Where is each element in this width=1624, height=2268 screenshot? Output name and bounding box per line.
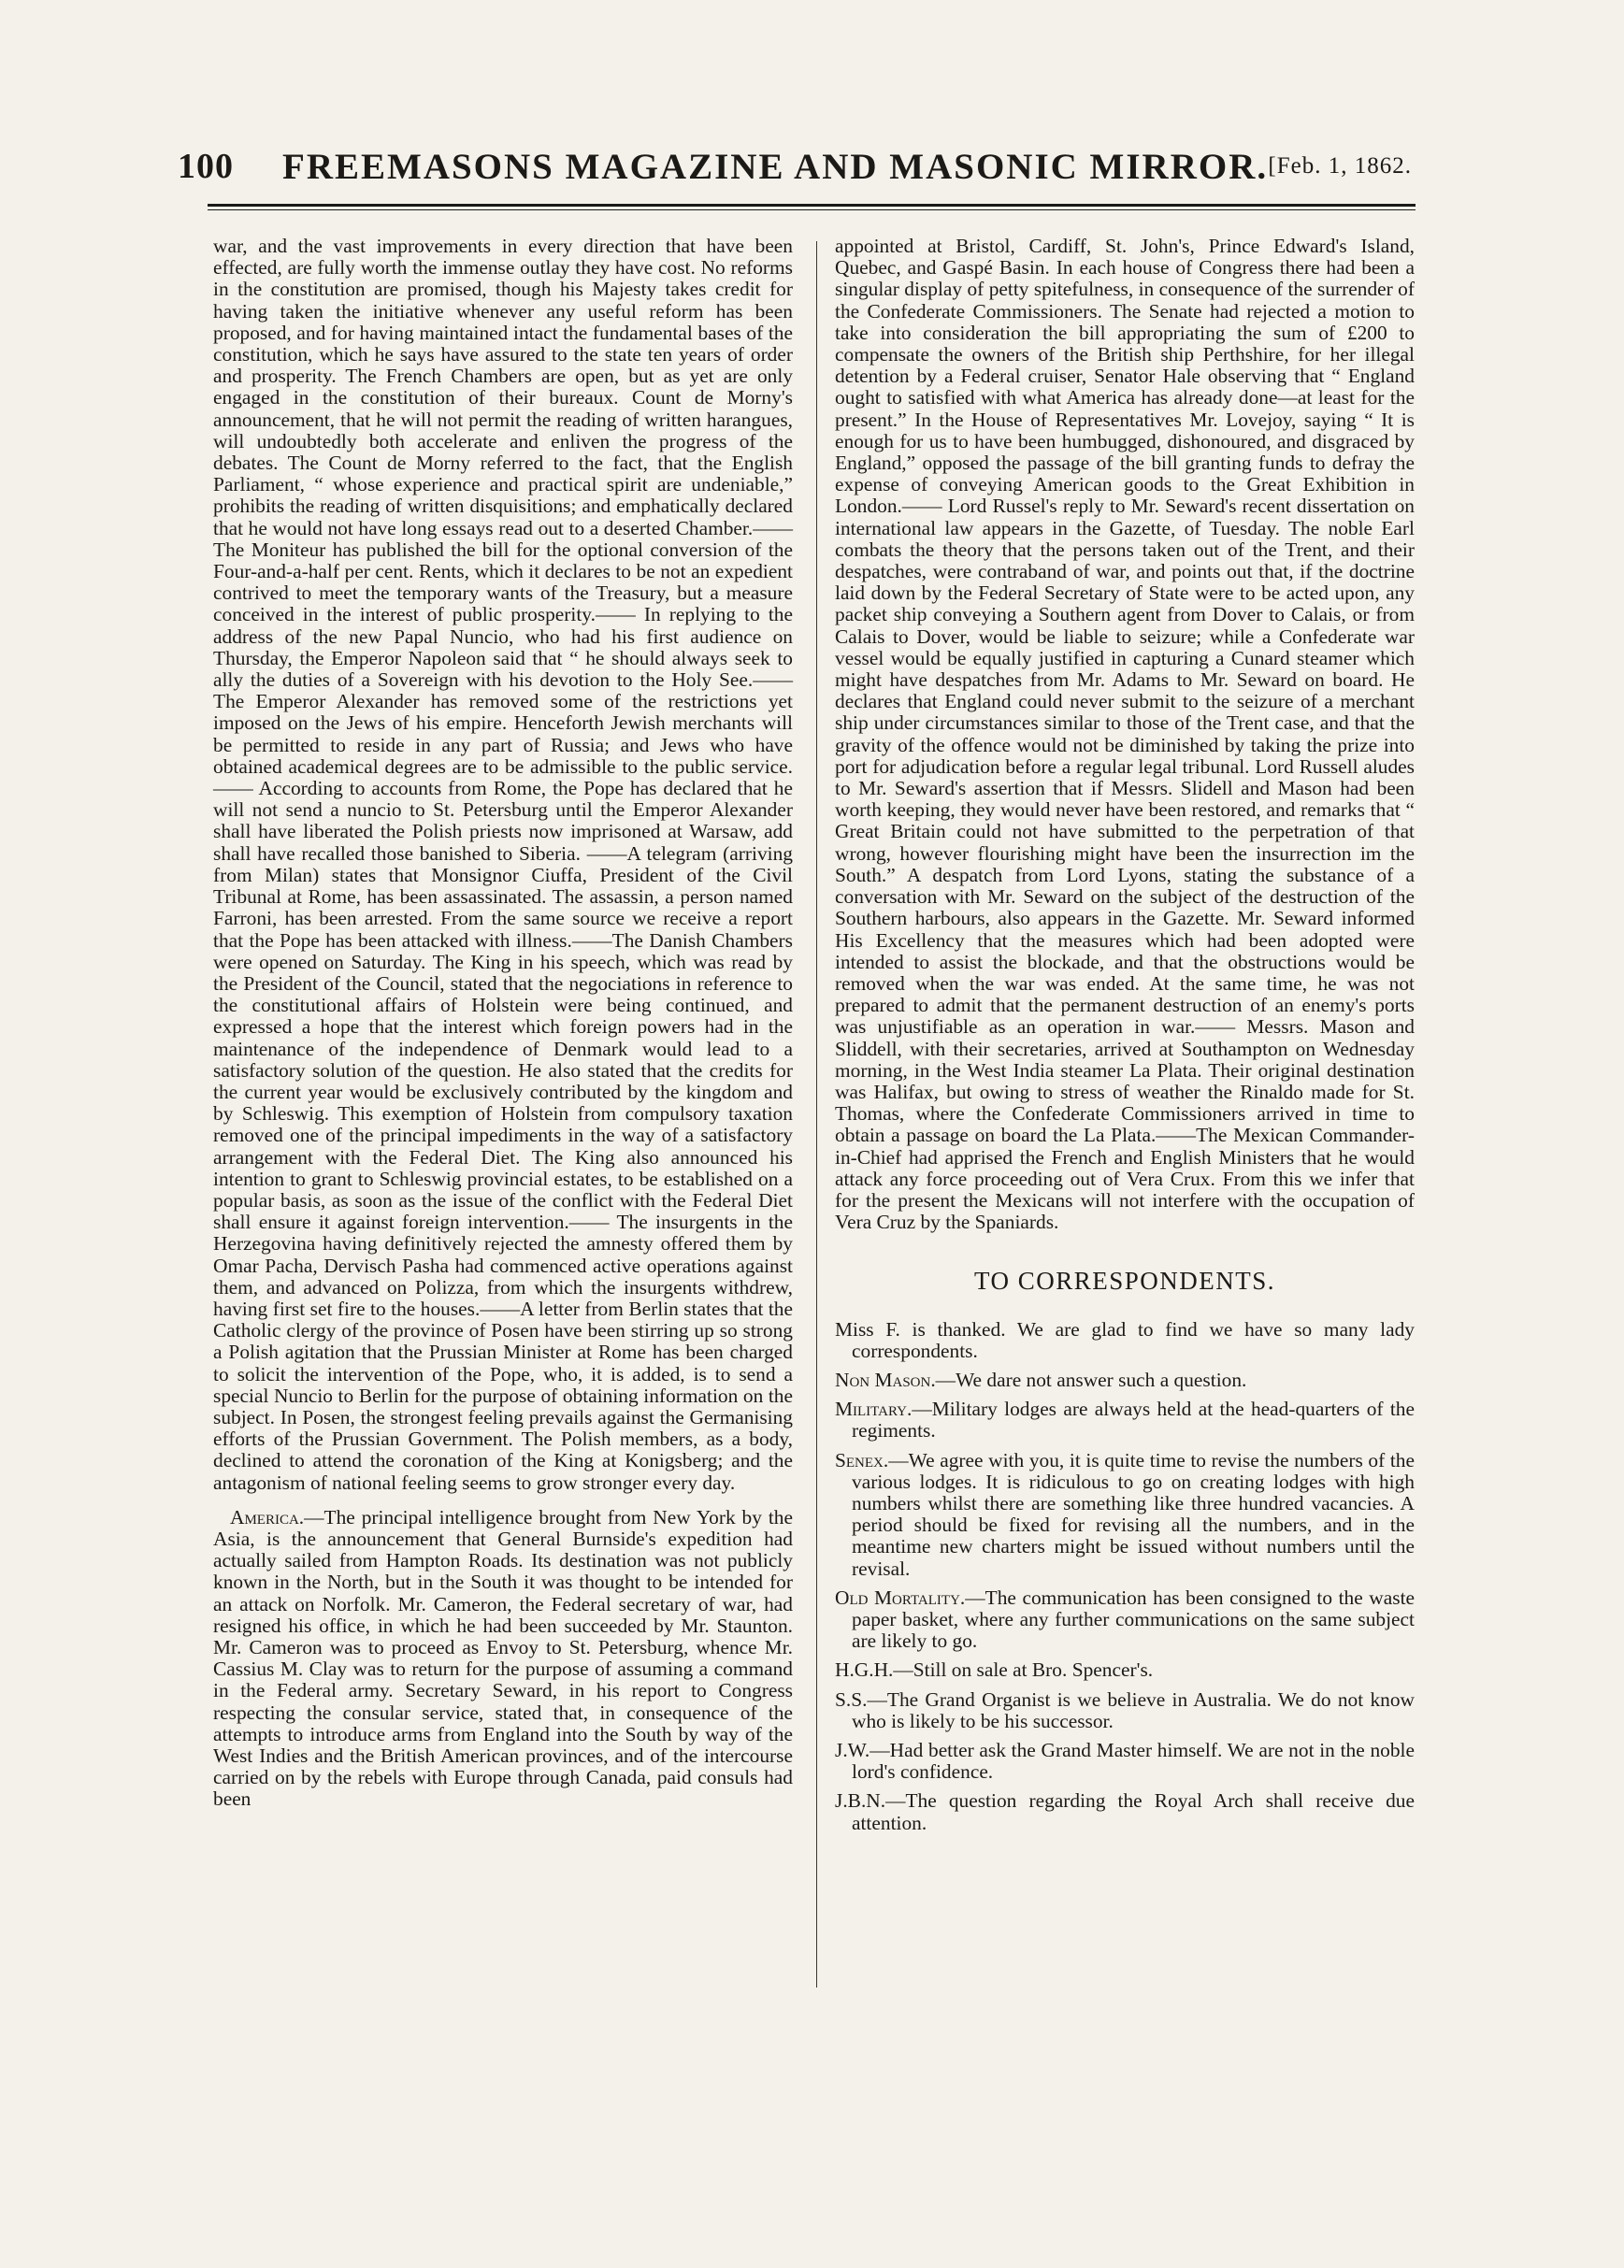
header-rule-thick [208, 204, 1416, 207]
correspondents-list [835, 1319, 1415, 1834]
correspondent-entry: Non Mason.—We dare not answer such a question. [835, 1368, 1247, 1391]
correspondent-entry: Senex.—We agree with you, it is quite time to revise the numbers of the various lodges. It is ridiculous to go on creating lodges with high numbers whilst there are something like three hundred vacancies. A period should be fixed for revising all the numbers, and in the meantime new charters might be issued without numbers until the revisal. [835, 1448, 1415, 1580]
left-column [213, 236, 793, 1811]
correspondent-entry: J.B.N.—The question regarding the Royal Arch shall receive due attention. [835, 1789, 1415, 1834]
article-paragraph-america [213, 1507, 793, 1811]
correspondent-entry: S.S.—The Grand Organist is we believe in Australia. We do not know who is likely to be his successor. [835, 1687, 1415, 1732]
correspondent-entry: Military.—Military lodges are always held at the head-quarters of the regiments. [835, 1398, 1415, 1443]
header-rule-thin [208, 209, 1416, 210]
article-paragraph-continued: war, and the vast improvements in every direction that have been effected, are fully worth the immense outlay they have cost. No reforms in the constitution are promised, though his Majesty takes credit for having taken the initiative whenever any useful reform has been proposed, and for having maintained intact the fundamental bases of the constitution, which he says have assured to the state ten years of order and prosperity. The French Chambers are open, but as yet are only engaged in the constitution of their bureaux. Count de Morny's announcement, that he will not permit the reading of written harangues, will undoubtedly both accelerate and enliven the progress of the debates. The Count de Morny referred to the fact, that the English Parliament, “ whose experience and practical spirit are undeniable,” prohibits the reading of written disquisitions; and emphatically declared that he would not have long essays read out to a deserted Chamber.——The Moniteur has published the bill for the optional conversion of the Four-and-a-half per cent. Rents, which it declares to be not an expedient contrived to meet the temporary wants of the Treasury, but a measure conceived in the interest of public prosperity.—— In replying to the address of the new Papal Nuncio, who had his first audience on Thursday, the Emperor Napoleon said that “ he should always seek to ally the duties of a Sovereign with his devotion to the Holy See.——The Emperor Alexander has removed some of the restrictions yet imposed on the Jews of his empire. Henceforth Jewish merchants will be permitted to reside in any part of Russia; and Jews who have obtained academical degrees are to be admissible to the public service.—— According to accounts from Rome, the Pope has declared that he will not send a nuncio to St. Petersburg until the Emperor Alexander shall have liberated the Polish priests now imprisoned at Warsaw, add shall have recalled those banished to Siberia. ——A telegram (arriving from Milan) states that Monsignor Ciuffa, President of the Civil Tribunal at Rome, has been assassinated. The assassin, a person named Farroni, has been arrested. From the same source we receive a report that the Pope has been attacked with illness.——The Danish Chambers were opened on Saturday. The King in his speech, which was read by the President of the Council, stated that the negociations in reference to the constitutional affairs of Holstein were being continued, and expressed a hope that the interest which foreign powers had in the maintenance of the independence of Denmark would lead to a satisfactory solution of the question. He also stated that the credits for the current year would be exclusively contributed by the kingdom and by Schleswig. This exemption of Holstein from compulsory taxation removed one of the principal impediments in the way of a satisfactory arrangement with the Federal Diet. The King also announced his intention to grant to Schleswig provincial estates, to be established on a popular basis, as soon as the issue of the conflict with the Federal Diet shall ensure it against foreign intervention.—— The insurgents in the Herzegovina having definitively rejected the amnesty offered them by Omar Pacha, Dervisch Pasha had commenced active operations against them, and advanced on Polizza, from which the insurgents withdrew, having first set fire to the houses.——A letter from Berlin states that the Catholic clergy of the province of Posen have been stirring up so strong a Polish agitation that the Prussian Minister at Rome has been charged to solicit the intervention of the Pope, who, it is added, is to send a special Nuncio to Berlin for the purpose of obtaining information on the subject. In Posen, the strongest feeling prevails against the Germanising efforts of the Prussian Government. The Polish members, as a body, declined to attend the coronation of the King at Konigsberg; and the antagonism of national feeling seems to grow stronger every day. [213, 235, 793, 1494]
correspondent-entry: Old Mortality.—The communication has been consigned to the waste paper basket, where any further communications on the same subject are likely to go. [835, 1586, 1416, 1653]
correspondent-entry: Miss F. is thanked. We are glad to find we have so many lady correspondents. [835, 1317, 1415, 1362]
america-text: —The principal intelligence brought from New York by the Asia, is the announcement that General Burnside's expedition had actually sailed from Hampton Roads. Its destination was not publicly known in the North, but in the South it was thought to be intended for an attack on Norfolk. Mr. Cameron, the Federal secretary of war, had resigned his office, in which he had been succeeded by Mr. Staunton. Mr. Cameron was to proceed as Envoy to St. Petersburg, whence Mr. Cassius M. Clay was to return for the purpose of assuming a command in the Federal army. Secretary Seward, in his report to Congress respecting the consular service, stated that, in consequence of the attempts to introduce arms from England into the South by way of the West Indies and the British American provinces, and of the intercourse carried on by the rebels with Europe through Canada, paid consuls had been [213, 1505, 793, 1811]
issue-date: [Feb. 1, 1862. [1268, 153, 1412, 179]
right-column [835, 236, 1415, 1842]
column-divider [816, 241, 817, 1988]
page-number: 100 [178, 147, 234, 186]
correspondents-heading: TO CORRESPONDENTS. [973, 1267, 1276, 1296]
correspondent-entry: H.G.H.—Still on sale at Bro. Spencer's. [835, 1658, 1154, 1682]
correspondent-entry: J.W.—Had better ask the Grand Master himself. We are not in the noble lord's confidence. [835, 1739, 1415, 1784]
page-header [178, 140, 1412, 196]
section-lead-america: America. [230, 1505, 305, 1529]
masthead-title: FREEMASONS MAGAZINE AND MASONIC MIRROR. [282, 147, 1269, 187]
article-paragraph-right: appointed at Bristol, Cardiff, St. John's, Prince Edward's Island, Quebec, and Gaspé Basin. In each house of Congress there had been a singular display of petty spitefulness, in consequence of the surrender of the Confederate Commissioners. The Senate had rejected a motion to take into consideration the bill appropriating the sum of £200 to compensate the owners of the British ship Perthshire, for her illegal detention by a Federal cruiser, Senator Hale observing that “ England ought to satisfied with what America has already done—at least for the present.” In the House of Representatives Mr. Lovejoy, saying “ It is enough for us to have been humbugged, dishonoured, and disgraced by England,” opposed the passage of the bill granting funds to defray the expense of conveying American goods to the Great Exhibition in London.—— Lord Russel's reply to Mr. Seward's recent dissertation on international law appears in the Gazette, of Tuesday. The noble Earl combats the theory that the persons taken out of the Trent, and their despatches, were contraband of war, and points out that, if the doctrine laid down by the Federal Secretary of State were to be acted upon, any packet ship conveying a Southern agent from Dover to Calais, or from Calais to Dover, would be liable to seizure; while a Confederate war vessel would be equally justified in capturing a Cunard steamer which might have despatches from Mr. Adams to Mr. Seward on board. He declares that England could never submit to the seizure of a merchant ship under circumstances similar to those of the Trent case, and that the gravity of the offence would not be diminished by taking the prize into port for adjudication before a regular legal tribunal. Lord Russell aludes to Mr. Seward's assertion that if Messrs. Slidell and Mason had been worth keeping, they would never have been restored, and remarks that “ Great Britain could not have submitted to the perpetration of that wrong, however flourishing might have been the insurrection im the South.” A despatch from Lord Lyons, stating the substance of a conversation with Mr. Seward on the subject of the destruction of the Southern harbours, also appears in the Gazette. Mr. Seward informed His Excellency that the measures which had been adopted were intended to assist the blockade, and that the obstructions would be removed when the war was ended. At the same time, he was not prepared to admit that the permanent destruction of an enemy's ports was unjustifiable as an operation in war.—— Messrs. Mason and Sliddell, with their secretaries, arrived at Southampton on Wednesday morning, in the West India steamer La Plata. Their original destination was Halifax, but owing to stress of weather the Rinaldo made for St. Thomas, where the Confederate Commissioners arrived in time to obtain a passage on board the La Plata.——The Mexican Commander-in-Chief had apprised the French and English Ministers that he would attack any force proceeding out of Vera Crux. From this we infer that for the present the Mexicans will not interfere with the occupation of Vera Cruz by the Spaniards. [835, 235, 1415, 1234]
